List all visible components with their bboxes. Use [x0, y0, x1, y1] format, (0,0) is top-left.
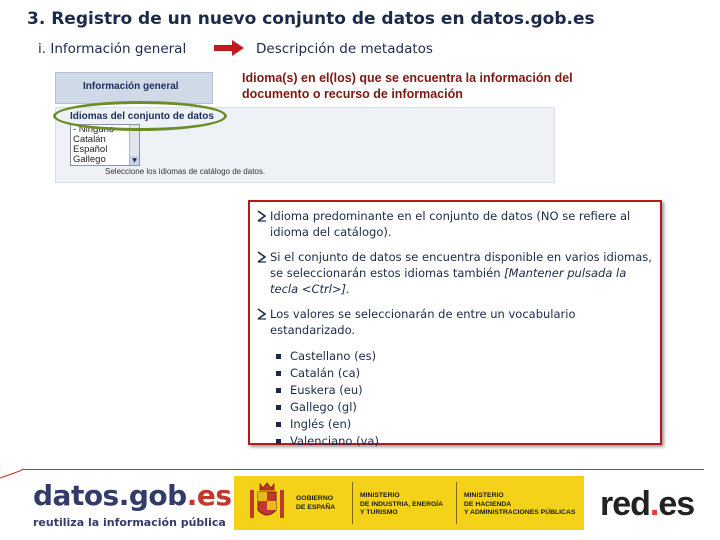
ministry-finance-text: MINISTERIO DE HACIENDA Y ADMINISTRACIONES PÚBLICAS: [464, 492, 576, 516]
language-option[interactable]: Gallego: [73, 154, 106, 165]
info-box: [248, 200, 662, 448]
section-label-metadata: Descripción de metadatos: [256, 41, 433, 57]
form-panel-header: [55, 72, 213, 104]
info-bullet-text: Si el conjunto de datos se encuentra disponible en varios idiomas, se seleccionarán estos idiomas también: [270, 250, 652, 280]
info-bullet-text: Idioma predominante en el conjunto de datos (NO se refiere al idioma del catálogo).: [270, 209, 631, 239]
arrow-bullet-icon: [256, 306, 270, 322]
info-bullet: [256, 208, 654, 240]
square-bullet-icon: [276, 422, 281, 427]
info-bullet: [256, 249, 654, 297]
square-bullet-icon: [276, 439, 281, 444]
scroll-down-icon[interactable]: ▼: [130, 156, 139, 165]
arrow-bullet-icon: [256, 249, 270, 265]
language-option[interactable]: Catalán: [73, 134, 106, 145]
list-item: Inglés (en): [276, 416, 654, 433]
list-scrollbar[interactable]: [129, 125, 139, 165]
highlight-oval: [53, 101, 227, 131]
language-field-hint: Seleccione los idiomas de catálogo de datos.: [105, 167, 266, 176]
gov-separator: [456, 482, 457, 524]
section-label-general: i. Información general: [38, 41, 187, 57]
arrow-bullet-icon: [256, 208, 270, 224]
list-item: Gallego (gl): [276, 399, 654, 416]
page-title: 3. Registro de un nuevo conjunto de datos en datos.gob.es: [27, 9, 595, 29]
ministry-industry-text: MINISTERIO DE INDUSTRIA, ENERGÍA Y TURISMO: [360, 492, 444, 516]
datos-gob-tagline: reutiliza la información pública: [33, 516, 226, 529]
list-item: Valenciano (va): [276, 433, 654, 450]
language-values-list: [276, 348, 654, 450]
square-bullet-icon: [276, 354, 281, 359]
language-option[interactable]: Español: [73, 144, 108, 155]
red-es-logo: red.es: [600, 485, 695, 523]
footer-swoosh: [0, 440, 60, 480]
list-item: Euskera (eu): [276, 382, 654, 399]
language-option[interactable]: - Ninguno -: [73, 124, 120, 135]
spain-coat-of-arms-icon: [246, 480, 288, 526]
list-item: Castellano (es): [276, 348, 654, 365]
footer-divider: [24, 469, 704, 470]
square-bullet-icon: [276, 388, 281, 393]
square-bullet-icon: [276, 371, 281, 376]
info-bullet: [256, 306, 654, 338]
arrow-right-icon: [214, 40, 244, 56]
language-field-label: Idiomas del conjunto de datos: [70, 111, 214, 122]
gov-separator: [352, 482, 353, 524]
field-description-heading: Idioma(s) en el(los) que se encuentra la información del documento o recurso de información: [242, 71, 573, 101]
info-bullet-text: Los valores se seleccionarán de entre un vocabulario estandarizado.: [270, 307, 576, 337]
gobierno-text: GOBIERNO DE ESPAÑA: [296, 495, 336, 511]
info-bullet-note: [Mantener pulsada la tecla <Ctrl>].: [270, 266, 627, 296]
datos-gob-logo: datos.gob.es: [33, 479, 232, 512]
square-bullet-icon: [276, 405, 281, 410]
form-panel-title: Información general: [83, 81, 179, 92]
list-item: Catalán (ca): [276, 365, 654, 382]
